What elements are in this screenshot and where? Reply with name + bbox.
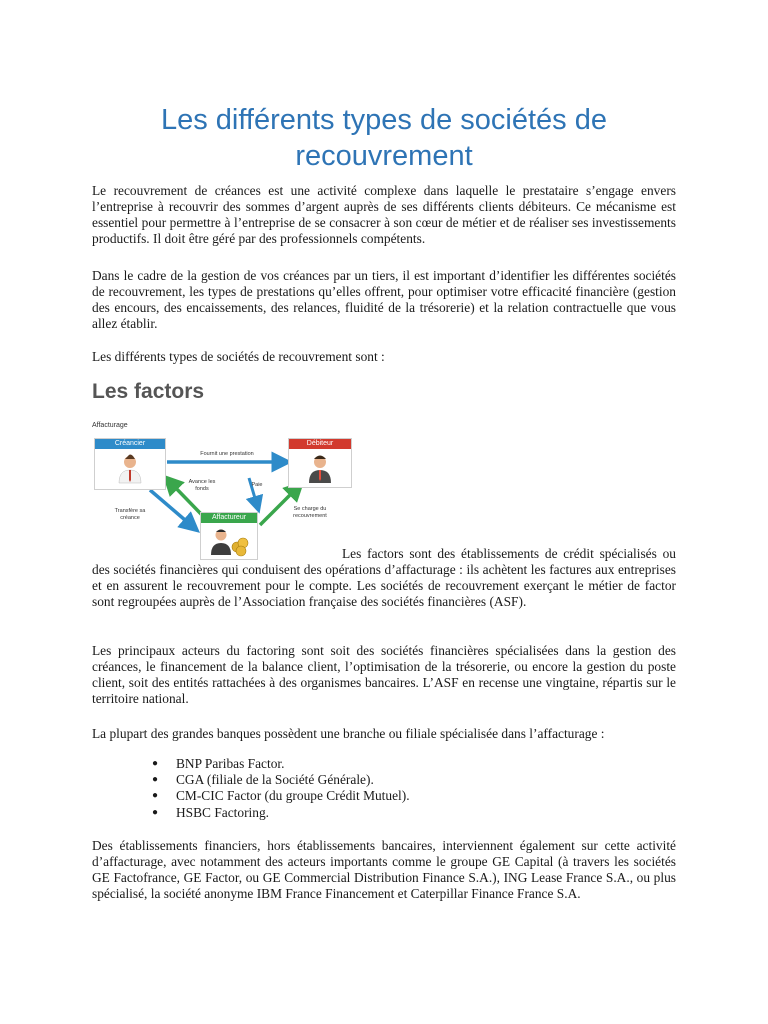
bullet-icon: ●: [152, 790, 159, 802]
debiteur-label: Débiteur: [289, 439, 351, 449]
factors-paragraph-text: Les factors sont des établissements de crédit spécialisés ou des sociétés financières qui conduisent des opérations d’affacturage : ils achètent les factures aux entreprises et en assurent le recouvrement pour le compte. Les sociétés de recouvrement exerçant le métier de factor sont regroupées auprès de l’Association française des sociétés financières (ASF).: [92, 546, 676, 610]
label-charge: Se charge du recouvrement: [293, 506, 327, 519]
banks-paragraph: La plupart des grandes banques possèdent une branche ou filiale spécialisée dans l’affacturage :: [92, 726, 605, 741]
person-icon: [95, 449, 165, 489]
bullet-icon: ●: [152, 774, 159, 786]
page-title: Les différents types de sociétés de recouvrement: [160, 104, 608, 172]
debiteur-box: [288, 438, 352, 488]
affacturage-diagram: [92, 420, 362, 560]
creancier-label: Créancier: [95, 439, 165, 449]
person-icon: [289, 449, 351, 487]
intro-paragraph-3: Les différents types de sociétés de recouvrement sont :: [92, 349, 385, 364]
label-avance: Avance les fonds: [188, 479, 216, 492]
label-fournit: Fournit une prestation: [200, 451, 254, 457]
bullet-icon: ●: [152, 806, 159, 818]
label-transfere: Transfère sa créance: [114, 508, 146, 521]
factors-paragraph: [92, 546, 676, 610]
arrow-transfere: [150, 490, 192, 526]
label-paie: Paie: [251, 482, 263, 488]
list-item: ● CM-CIC Factor (du groupe Crédit Mutuel).: [152, 788, 410, 804]
diagram-title: Affacturage: [92, 422, 128, 429]
list-item: ● CGA (filiale de la Société Générale).: [152, 772, 374, 788]
intro-paragraph-2: Dans le cadre de la gestion de vos créances par un tiers, il est important d’identifier les différentes sociétés de recouvrement, les types de prestations qu’elles offrent, pour optimiser votre efficacité financière (gestion des encours, des encaissements, des relances, fluidité de la trésorerie) et la relation contractuelle que vous allez établir.: [92, 268, 676, 332]
intro-paragraph-1: Le recouvrement de créances est une activité complexe dans laquelle le prestataire s’engage envers l’entreprise à recouvrir des sommes d’argent auprès de ses différents clients débiteurs. Ce mécanisme est essentiel pour permettre à l’entreprise de se consacrer à son cœur de métier et de réaliser ses investissements productifs. Il doit être géré par des professionnels compétents.: [92, 183, 676, 247]
list-item: ● BNP Paribas Factor.: [152, 756, 285, 771]
creancier-box: [94, 438, 166, 490]
section-heading: Les factors: [92, 380, 205, 403]
list-item: ● HSBC Factoring.: [152, 804, 269, 820]
affactureur-label: Affactureur: [201, 513, 257, 523]
bullet-icon: ●: [152, 758, 159, 769]
actors-paragraph: Les principaux acteurs du factoring sont soit des sociétés financières spécialisées dans la gestion des créances, le financement de la balance client, l’optimisation de la trésorerie, ou encore la gestion du poste client, soit des entités rattachées à des organismes bancaires. L’ASF en recense une vingtaine, répartis sur le territoire national.: [92, 643, 676, 707]
banks-list: [152, 756, 410, 821]
financial-institutions-paragraph: Des établissements financiers, hors établissements bancaires, interviennent également sur cette activité d’affacturage, avec notamment des acteurs importants comme le groupe GE Capital (à travers les sociétés GE Factofrance, GE Factor, ou GE Commercial Distribution Finance S.A.), ING Lease France S.A., ou plus spécialisé, la société anonyme IBM France Financement et Caterpillar Finance France S.A.: [92, 838, 676, 902]
